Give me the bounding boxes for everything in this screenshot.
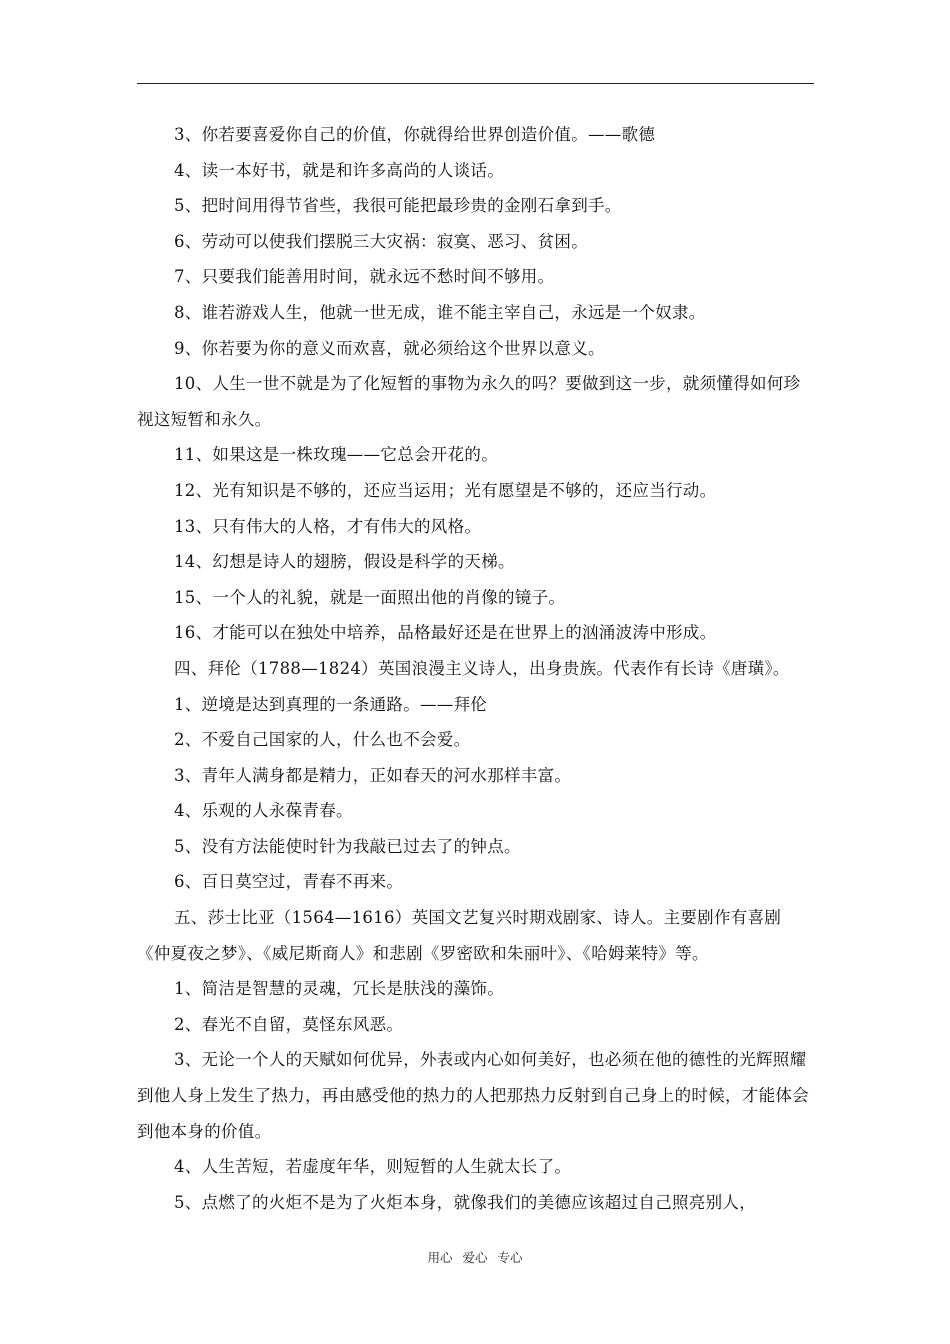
paragraph: 3、你若要喜爱你自己的价值，你就得给世界创造价值。——歌德 [174,125,656,144]
paragraph: 11、如果这是一株玫瑰——它总会开花的。 [174,445,498,465]
paragraph: 3、青年人满身都是精力，正如春天的河水那样丰富。 [174,765,572,785]
paragraph: 4、乐观的人永葆青春。 [174,801,353,821]
paragraph: 2、春光不自留，莫怪东风恶。 [174,1014,404,1034]
paragraph: 15、一个人的礼貌，就是一面照出他的肖像的镜子。 [174,587,566,607]
paragraph: 6、百日莫空过，青春不再来。 [174,872,404,892]
paragraph: 10、人生一世不就是为了化短暂的事物为永久的吗？要做到这一步，就须懂得如何珍视这短暂和永久。 [137,374,801,429]
paragraph: 5、没有方法能使时针为我敲已过去了的钟点。 [174,836,521,856]
paragraph: 12、光有知识是不够的，还应当运用；光有愿望是不够的，还应当行动。 [174,480,717,500]
paragraph: 2、不爱自己国家的人，什么也不会爱。 [174,730,471,750]
paragraph: 14、幻想是诗人的翅膀，假设是科学的天梯。 [174,552,515,572]
paragraph: 16、才能可以在独处中培养，品格最好还是在世界上的汹涌波涛中形成。 [174,623,717,643]
paragraph: 4、人生苦短，若虚度年华，则短暂的人生就太长了。 [174,1157,572,1177]
paragraph: 8、谁若游戏人生，他就一世无成，谁不能主宰自己，永远是一个奴隶。 [174,302,706,322]
section-heading: 四、拜伦（1788—1824）英国浪漫主义诗人，出身贵族。代表作有长诗《唐璜》。 [174,658,790,678]
paragraph: 4、读一本好书，就是和许多高尚的人谈话。 [174,160,504,180]
document-body [137,117,814,1220]
paragraph: 5、点燃了的火炬不是为了火炬本身，就像我们的美德应该超过自己照亮别人， [174,1192,756,1212]
paragraph: 9、你若要为你的意义而欢喜，就必须给这个世界以意义。 [174,338,605,358]
paragraph: 6、劳动可以使我们摆脱三大灾祸：寂寞、恶习、贫困。 [174,231,588,251]
paragraph: 5、把时间用得节省些，我很可能把最珍贵的金刚石拿到手。 [174,196,622,216]
paragraph: 7、只要我们能善用时间，就永远不愁时间不够用。 [174,267,555,287]
paragraph: 3、无论一个人的天赋如何优异，外表或内心如何美好，也必须在他的德性的光辉照耀到他人身上发生了热力，再由感受他的热力的人把那热力反射到自己身上的时候，才能体会到他本身的价值。 [137,1050,809,1141]
page-footer: 用心 爱心 专心 [427,1250,523,1265]
paragraph: 1、简洁是智慧的灵魂，冗长是肤浅的藻饰。 [174,979,504,999]
header-rule [137,83,814,84]
paragraph: 1、逆境是达到真理的一条通路。——拜伦 [174,694,488,714]
paragraph: 13、只有伟大的人格，才有伟大的风格。 [174,516,482,536]
section-heading: 五、莎士比亚（1564—1616）英国文艺复兴时期戏剧家、诗人。主要剧作有喜剧《仲夏夜之梦》、《威尼斯商人》和悲剧《罗密欧和朱丽叶》、《哈姆莱特》等。 [137,908,782,963]
